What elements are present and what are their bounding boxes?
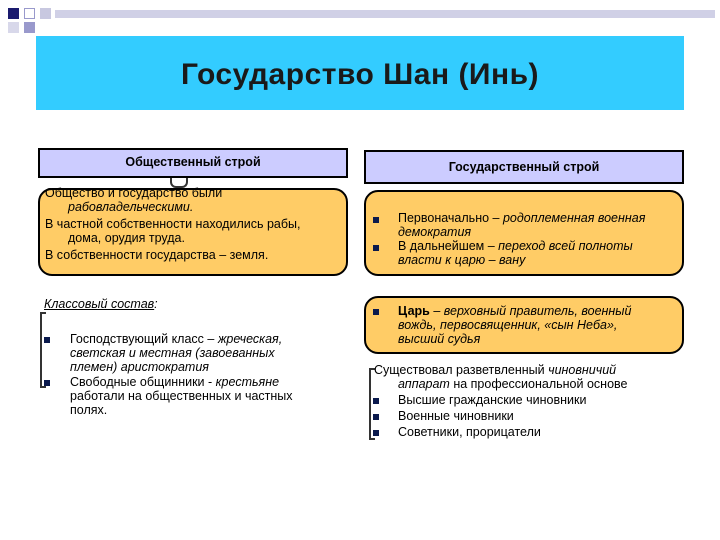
bullet-icon <box>373 217 379 223</box>
right-box-item-1-a: Первоначально – <box>398 211 503 225</box>
tsar-bold: Царь <box>398 304 430 318</box>
tsar-line-2: вождь, первосвященник, «сын Неба», <box>398 318 618 332</box>
bullet-icon <box>44 380 50 386</box>
right-box-item-2 <box>398 239 633 253</box>
class-item-2-b: работали на общественных и частных <box>70 389 293 403</box>
left-bracket-tick-2 <box>40 386 46 388</box>
class-item-2-it: крестьяне <box>215 375 280 389</box>
class-label <box>44 297 158 311</box>
right-header <box>364 150 684 184</box>
left-box-line3: В собственности государства – земля. <box>45 248 269 262</box>
right-box-item-2-b: власти к царю – вану <box>398 253 526 267</box>
corner-square-4 <box>24 22 35 33</box>
left-bracket-line <box>40 312 42 388</box>
bullet-icon <box>373 430 379 436</box>
corner-square-3 <box>40 8 51 19</box>
right-box-item-2-it: переход всей полноты <box>498 239 633 253</box>
class-label-text: Классовый состав <box>44 297 155 311</box>
left-header <box>38 148 348 178</box>
page-title: Государство Шан (Инь) <box>180 58 540 91</box>
left-bracket-tick-1 <box>40 312 46 314</box>
top-rule <box>55 10 715 18</box>
apparatus-b: на профессиональной основе <box>449 377 628 391</box>
class-item-1 <box>70 332 282 346</box>
bullet-icon <box>373 414 379 420</box>
right-header-label: Государственный строй <box>448 160 600 174</box>
apparatus-line-2 <box>398 377 627 391</box>
apparatus-line-1 <box>374 363 616 377</box>
apparatus-b-it: аппарат <box>398 377 450 391</box>
tsar-line-1 <box>398 304 631 318</box>
class-item-1-b: светская и местная (завоеванных <box>70 346 275 360</box>
right-bracket-tick-2 <box>369 438 375 440</box>
left-box-line1: Общество и государство были <box>45 186 223 200</box>
class-item-1-a: жреческая, <box>217 332 283 346</box>
class-item-2 <box>70 375 279 389</box>
class-item-2-prefix: Свободные общинники - <box>70 375 216 389</box>
apparatus-a-it: чиновничий <box>548 363 617 377</box>
class-label-colon: : <box>154 297 158 311</box>
class-item-2-c: полях. <box>70 403 108 417</box>
apparatus-item-3: Советники, прорицатели <box>398 425 541 439</box>
left-box-line1b: рабовладельческими. <box>68 200 194 214</box>
bullet-icon <box>373 245 379 251</box>
right-bracket-line <box>369 368 371 440</box>
class-item-1-prefix: Господствующий класс – <box>70 332 218 346</box>
left-header-label: Общественный строй <box>125 155 261 169</box>
corner-square-2 <box>24 8 35 19</box>
right-box-item-2-a: В дальнейшем – <box>398 239 499 253</box>
apparatus-item-1: Высшие гражданские чиновники <box>398 393 587 407</box>
right-box-item-1-b: демократия <box>398 225 472 239</box>
apparatus-item-2: Военные чиновники <box>398 409 514 423</box>
left-box-line2: В частной собственности находились рабы, <box>45 217 301 231</box>
right-box-item-1-it: родоплеменная военная <box>502 211 646 225</box>
corner-square-1 <box>8 8 19 19</box>
right-box-item-1 <box>398 211 645 225</box>
class-item-1-c: племен) аристократия <box>70 360 209 374</box>
bullet-icon <box>44 337 50 343</box>
left-box-line2b: дома, орудия труда. <box>68 231 185 245</box>
bullet-icon <box>373 309 379 315</box>
tsar-line-3: высший судья <box>398 332 481 346</box>
bullet-icon <box>373 398 379 404</box>
corner-square-5 <box>8 22 19 33</box>
apparatus-a: Существовал разветвленный <box>374 363 549 377</box>
tsar-a: – верховный правитель, военный <box>429 304 632 318</box>
title-band <box>36 36 684 110</box>
